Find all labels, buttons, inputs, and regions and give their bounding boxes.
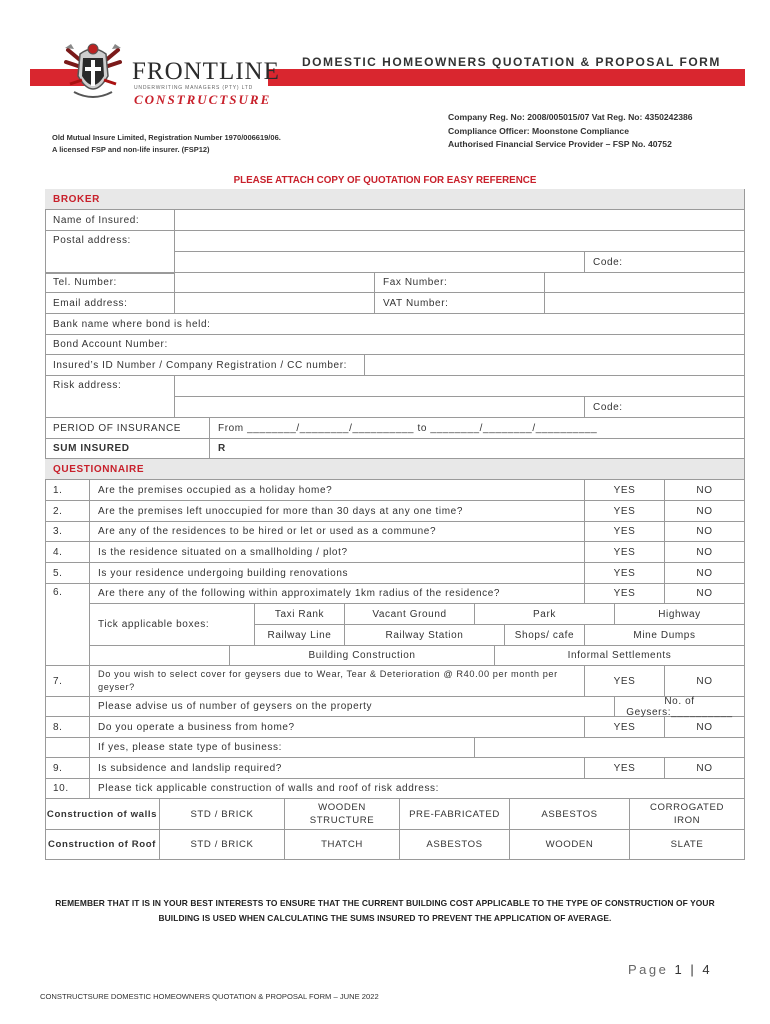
building-cost-notice: REMEMBER THAT IT IS IN YOUR BEST INTERESTS TO ENSURE THAT THE CURRENT BUILDING COST APPLICABLE TO THE TYPE OF CONSTRUCTION OF YOUR BUILDING IS USED WHEN CALCULATING THE SUMS INSURED TO PREVENT THE APPLICATION OF AVERAGE.: [55, 898, 715, 923]
form-title: DOMESTIC HOMEOWNERS QUOTATION & PROPOSAL FORM: [302, 55, 721, 69]
q5-text: Is your residence undergoing building renovations: [90, 563, 585, 584]
proposal-form-table: [45, 189, 745, 860]
q2-number: 2.: [45, 501, 90, 522]
q5-no[interactable]: NO: [665, 563, 745, 584]
insurer-line-2: A licensed FSP and non-life insurer. (FSP12): [52, 145, 210, 154]
walls-label: Construction of walls: [45, 799, 160, 830]
q6-no[interactable]: NO: [665, 584, 745, 604]
option-building-construction[interactable]: Building Construction: [230, 646, 495, 666]
q7-no[interactable]: NO: [665, 666, 745, 697]
q2-yes[interactable]: YES: [585, 501, 665, 522]
tel-field[interactable]: [175, 273, 375, 293]
vat-field[interactable]: [545, 293, 745, 314]
page-number: [628, 962, 712, 977]
roof-label: Construction of Roof: [45, 830, 160, 860]
company-line-2: Compliance Officer: Moonstone Compliance: [448, 125, 629, 136]
q2-text: Are the premises left unoccupied for more than 30 days at any one time?: [90, 501, 585, 522]
q7-geysers-label: Please advise us of number of geysers on the property: [90, 697, 615, 717]
q9-number: 9.: [45, 758, 90, 779]
email-field[interactable]: [175, 293, 375, 314]
q8-business-field[interactable]: [475, 738, 745, 758]
email-label: Email address:: [45, 293, 175, 314]
questionnaire-heading: QUESTIONNAIRE: [45, 459, 745, 480]
risk-code-label: Code:: [593, 401, 623, 413]
q3-no[interactable]: NO: [665, 522, 745, 542]
attach-notice: PLEASE ATTACH COPY OF QUOTATION FOR EASY REFERENCE: [233, 175, 537, 186]
page-footer: CONSTRUCTSURE DOMESTIC HOMEOWNERS QUOTATION & PROPOSAL FORM – JUNE 2022: [40, 992, 379, 1001]
roof-asbestos[interactable]: ASBESTOS: [400, 830, 510, 860]
bond-account-label: Bond Account Number:: [53, 339, 168, 350]
q4-number: 4.: [45, 542, 90, 563]
option-mine-dumps[interactable]: Mine Dumps: [585, 625, 745, 646]
option-taxi-rank[interactable]: Taxi Rank: [255, 604, 345, 625]
q1-yes[interactable]: YES: [585, 480, 665, 501]
bond-account-field[interactable]: [45, 335, 745, 355]
sum-insured-field[interactable]: R: [210, 439, 745, 459]
walls-corrogated-iron[interactable]: CORROGATED IRON: [630, 799, 745, 830]
q3-text: Are any of the residences to be hired or let or used as a commune?: [90, 522, 585, 542]
period-label: PERIOD OF INSURANCE: [45, 418, 210, 439]
postal-address-line-2[interactable]: [175, 252, 585, 273]
id-number-label: Insured’s ID Number / Company Registration / CC number:: [45, 355, 365, 376]
option-railway-station[interactable]: Railway Station: [345, 625, 505, 646]
q6-blank-cell: [90, 646, 230, 666]
name-insured-label: Name of Insured:: [45, 210, 175, 231]
tick-applicable-label: Tick applicable boxes:: [90, 604, 255, 646]
q7-yes[interactable]: YES: [585, 666, 665, 697]
postal-address-cell: [45, 231, 175, 273]
postal-code-label: Code:: [593, 256, 623, 268]
walls-std-brick[interactable]: STD / BRICK: [160, 799, 285, 830]
q3-yes[interactable]: YES: [585, 522, 665, 542]
walls-wooden-structure[interactable]: WOODEN STRUCTURE: [285, 799, 400, 830]
q8-number: 8.: [45, 717, 90, 738]
option-park[interactable]: Park: [475, 604, 615, 625]
company-line-3: Authorised Financial Service Provider – FSP No. 40752: [448, 139, 672, 149]
q7-text: Do you wish to select cover for geysers due to Wear, Tear & Deterioration @ R40.00 per month per geyser?: [90, 666, 585, 697]
q3-number: 3.: [45, 522, 90, 542]
q6-number: 6.: [45, 584, 90, 666]
q4-yes[interactable]: YES: [585, 542, 665, 563]
bank-field[interactable]: [45, 314, 745, 335]
risk-address-line-1[interactable]: [175, 376, 745, 397]
q5-yes[interactable]: YES: [585, 563, 665, 584]
sum-insured-label: SUM INSURED: [45, 439, 210, 459]
postal-code-field[interactable]: [585, 252, 745, 273]
q9-text: Is subsidence and landslip required?: [90, 758, 585, 779]
company-info: [448, 111, 693, 152]
constructsure-logo-text: CONSTRUCTSURE: [134, 92, 272, 107]
q2-no[interactable]: NO: [665, 501, 745, 522]
page-label: Page: [628, 962, 669, 977]
bank-label: Bank name where bond is held:: [53, 318, 211, 330]
q6-yes[interactable]: YES: [585, 584, 665, 604]
fax-label: Fax Number:: [375, 273, 545, 293]
roof-slate[interactable]: SLATE: [630, 830, 745, 860]
q9-no[interactable]: NO: [665, 758, 745, 779]
q4-text: Is the residence situated on a smallholding / plot?: [90, 542, 585, 563]
walls-asbestos[interactable]: ASBESTOS: [510, 799, 630, 830]
walls-prefabricated[interactable]: PRE-FABRICATED: [400, 799, 510, 830]
brand-name: FRONTLINE: [132, 58, 280, 85]
vat-label: VAT Number:: [375, 293, 545, 314]
period-field[interactable]: From ________/________/__________ to ________/________/__________: [210, 418, 745, 439]
q8-yes[interactable]: YES: [585, 717, 665, 738]
id-number-field[interactable]: [365, 355, 745, 376]
q10-number: 10.: [45, 779, 90, 799]
q10-text: Please tick applicable construction of walls and roof of risk address:: [90, 779, 745, 799]
option-vacant-ground[interactable]: Vacant Ground: [345, 604, 475, 625]
q8-no[interactable]: NO: [665, 717, 745, 738]
frontline-crest-icon: [60, 40, 126, 104]
postal-address-label: Postal address:: [45, 231, 175, 273]
roof-std-brick[interactable]: STD / BRICK: [160, 830, 285, 860]
option-railway-line[interactable]: Railway Line: [255, 625, 345, 646]
brand-subtitle: UNDERWRITING MANAGERS (PTY) LTD: [134, 85, 254, 91]
q8-text: Do you operate a business from home?: [90, 717, 585, 738]
option-informal-settlements[interactable]: Informal Settlements: [495, 646, 745, 666]
q9-yes[interactable]: YES: [585, 758, 665, 779]
risk-address-label: Risk address:: [45, 376, 175, 418]
option-highway[interactable]: Highway: [615, 604, 745, 625]
page-current: 1: [674, 962, 685, 977]
broker-heading: BROKER: [45, 189, 745, 210]
q7-geysers-field[interactable]: No. of Geysers:__________: [615, 697, 745, 717]
insurer-line-1: Old Mutual Insure Limited, Registration Number 1970/006619/06.: [52, 133, 281, 142]
name-insured-field[interactable]: [175, 210, 745, 231]
insurer-info: [52, 132, 281, 156]
q1-number: 1.: [45, 480, 90, 501]
q8-business-label: If yes, please state type of business:: [90, 738, 475, 758]
q4-no[interactable]: NO: [665, 542, 745, 563]
q1-text: Are the premises occupied as a holiday home?: [90, 480, 585, 501]
risk-address-line-2[interactable]: [175, 397, 585, 418]
q1-no[interactable]: NO: [665, 480, 745, 501]
roof-thatch[interactable]: THATCH: [285, 830, 400, 860]
q7-sub-number: [45, 697, 90, 717]
q6-text: Are there any of the following within approximately 1km radius of the residence?: [90, 584, 585, 604]
fax-field[interactable]: [545, 273, 745, 293]
tel-label: Tel. Number:: [45, 273, 175, 293]
option-shops-cafe[interactable]: Shops/ cafe: [505, 625, 585, 646]
q7-number: 7.: [45, 666, 90, 697]
postal-address-line-1[interactable]: [175, 231, 745, 252]
company-line-1: Company Reg. No: 2008/005015/07 Vat Reg. No: 4350242386: [448, 112, 693, 122]
risk-code-field[interactable]: [585, 397, 745, 418]
page-total: 4: [702, 962, 713, 977]
roof-wooden[interactable]: WOODEN: [510, 830, 630, 860]
q8-sub-number: [45, 738, 90, 758]
page-separator: |: [690, 962, 697, 977]
q5-number: 5.: [45, 563, 90, 584]
